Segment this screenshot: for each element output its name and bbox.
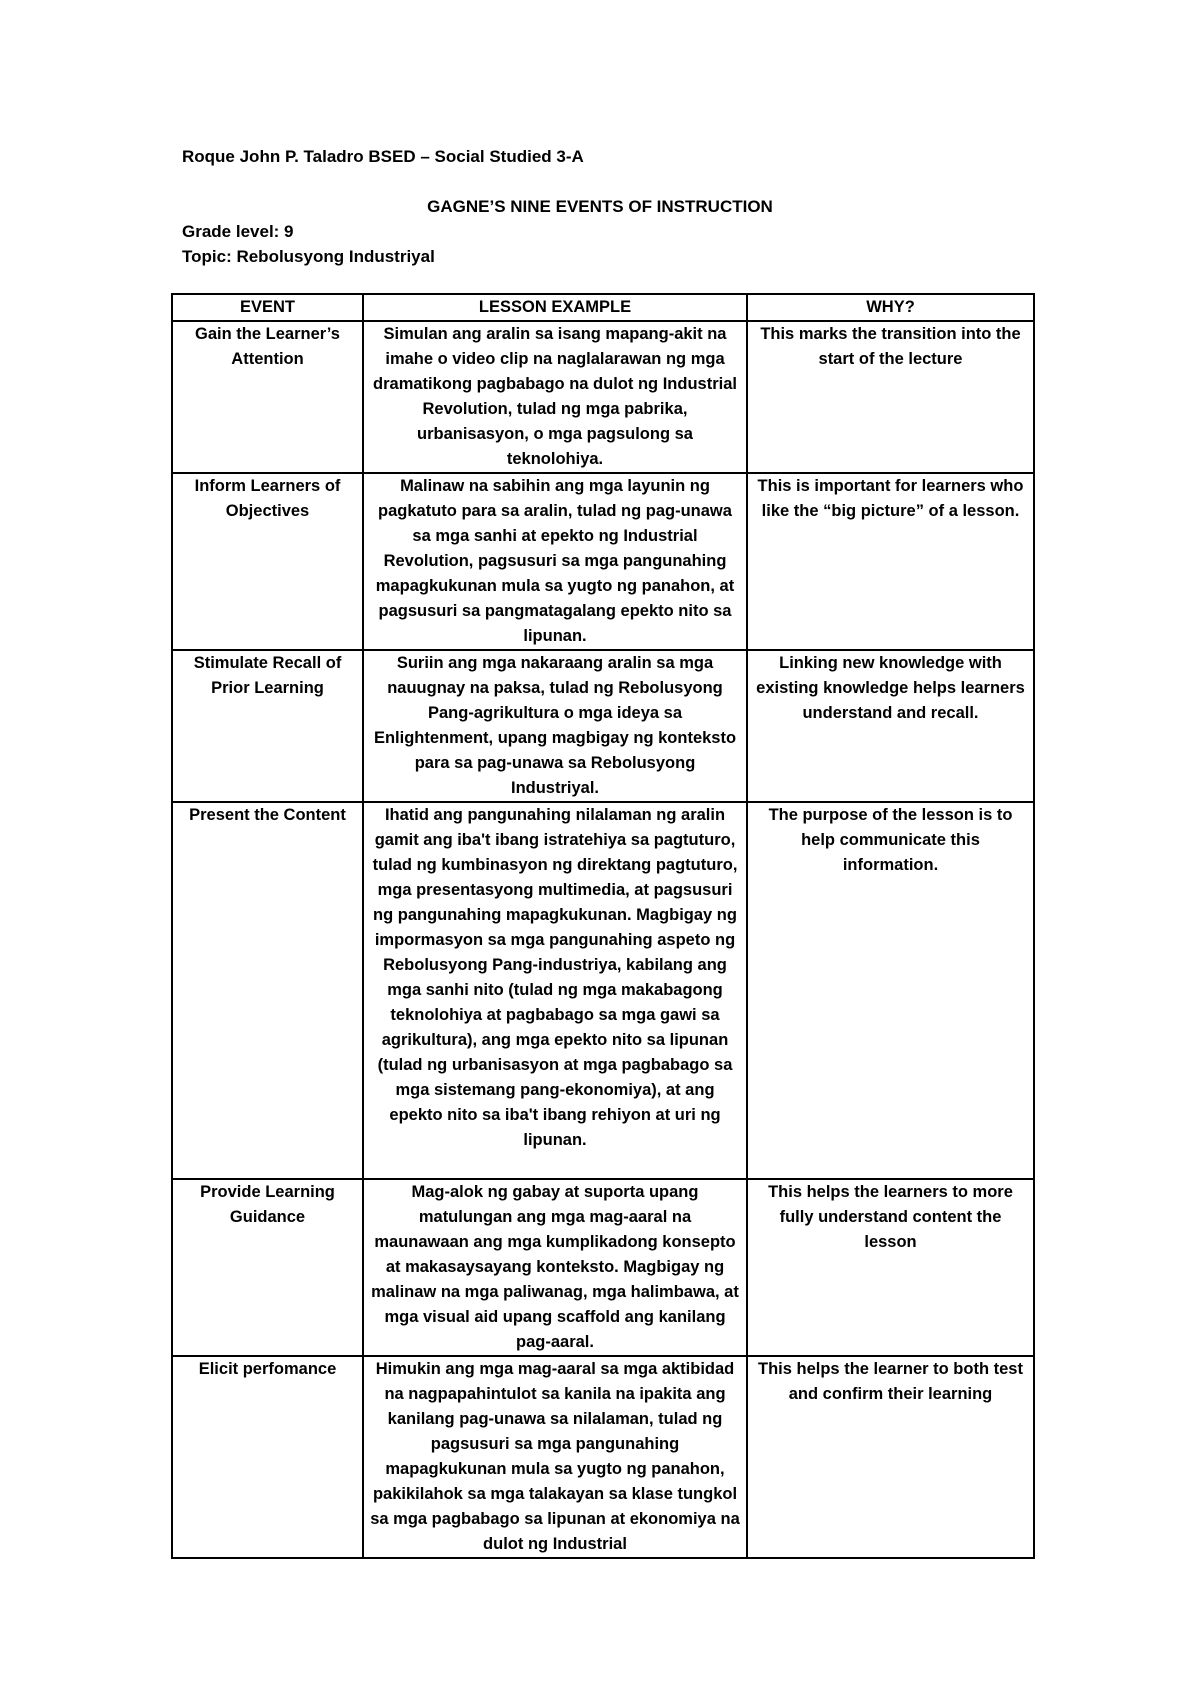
why-cell: The purpose of the lesson is to help communicate this information.: [747, 802, 1034, 1179]
lesson-example-cell: Suriin ang mga nakaraang aralin sa mga nauugnay na paksa, tulad ng Rebolusyong Pang-agrikultura o mga ideya sa Enlightenment, upang magbigay ng konteksto para sa pag-unawa sa Rebolusyong Industriyal.: [363, 650, 747, 802]
why-cell: This marks the transition into the start of the lecture: [747, 321, 1034, 473]
lesson-example-cell: Mag-alok ng gabay at suporta upang matulungan ang mga mag-aaral na maunawaan ang mga kumplikadong konsepto at makasaysayang konteksto. Magbigay ng malinaw na mga paliwanag, mga halimbawa, at mga visual aid upang scaffold ang kanilang pag-aaral.: [363, 1179, 747, 1356]
table-row: [172, 473, 1034, 650]
lesson-example-cell: Himukin ang mga mag-aaral sa mga aktibidad na nagpapahintulot sa kanila na ipakita ang kanilang pag-unawa sa nilalaman, tulad ng pagsusuri sa mga pangunahing mapagkukunan mula sa yugto ng panahon, pakikilahok sa mga talakayan sa klase tungkol sa mga pagbabago sa lipunan at ekonomiya na dulot ng Industrial: [363, 1356, 747, 1558]
event-cell: Gain the Learner’s Attention: [172, 321, 363, 473]
header-lesson-example: LESSON EXAMPLE: [363, 294, 747, 321]
topic: Topic: Rebolusyong Industriyal: [182, 247, 435, 266]
table-row: [172, 1356, 1034, 1558]
event-cell: Stimulate Recall of Prior Learning: [172, 650, 363, 802]
event-cell: Present the Content: [172, 802, 363, 1179]
event-cell: Elicit perfomance: [172, 1356, 363, 1558]
grade-level: Grade level: 9: [182, 222, 294, 241]
why-cell: Linking new knowledge with existing knowledge helps learners understand and recall.: [747, 650, 1034, 802]
table-row: [172, 321, 1034, 473]
event-cell: Inform Learners of Objectives: [172, 473, 363, 650]
why-cell: This is important for learners who like the “big picture” of a lesson.: [747, 473, 1034, 650]
table-header-row: [172, 294, 1034, 321]
why-cell: This helps the learner to both test and confirm their learning: [747, 1356, 1034, 1558]
table-row: [172, 802, 1034, 1179]
lesson-example-cell: Simulan ang aralin sa isang mapang-akit na imahe o video clip na naglalarawan ng mga dramatikong pagbabago na dulot ng Industrial Revolution, tulad ng mga pabrika, urbanisasyon, o mga pagsulong sa teknolohiya.: [363, 321, 747, 473]
event-cell: Provide Learning Guidance: [172, 1179, 363, 1356]
lesson-example-cell: Malinaw na sabihin ang mga layunin ng pagkatuto para sa aralin, tulad ng pag-unawa sa mga sanhi at epekto ng Industrial Revolution, pagsusuri sa mga pangunahing mapagkukunan mula sa yugto ng panahon, at pagsusuri sa pangmatagalang epekto nito sa lipunan.: [363, 473, 747, 650]
author-line: Roque John P. Taladro BSED – Social Studied 3-A: [182, 147, 584, 166]
table-row: [172, 1179, 1034, 1356]
lesson-example-cell: Ihatid ang pangunahing nilalaman ng aralin gamit ang iba't ibang istratehiya sa pagtuturo, tulad ng kumbinasyon ng direktang pagtuturo, mga presentasyong multimedia, at pagsusuri ng pangunahing mapagkukunan. Magbigay ng impormasyon sa mga pangunahing aspeto ng Rebolusyong Pang-industriya, kabilang ang mga sanhi nito (tulad ng mga makabagong teknolohiya at pagbabago sa mga gawi sa agrikultura), ang mga epekto nito sa lipunan (tulad ng urbanisasyon at mga pagbabago sa mga sistemang pang-ekonomiya), at ang epekto nito sa iba't ibang rehiyon at uri ng lipunan.: [363, 802, 747, 1179]
header-event: EVENT: [172, 294, 363, 321]
document-title: GAGNE’S NINE EVENTS OF INSTRUCTION: [427, 197, 773, 216]
table-row: [172, 650, 1034, 802]
why-cell: This helps the learners to more fully understand content the lesson: [747, 1179, 1034, 1356]
header-why: WHY?: [747, 294, 1034, 321]
events-table: [171, 293, 1035, 1559]
